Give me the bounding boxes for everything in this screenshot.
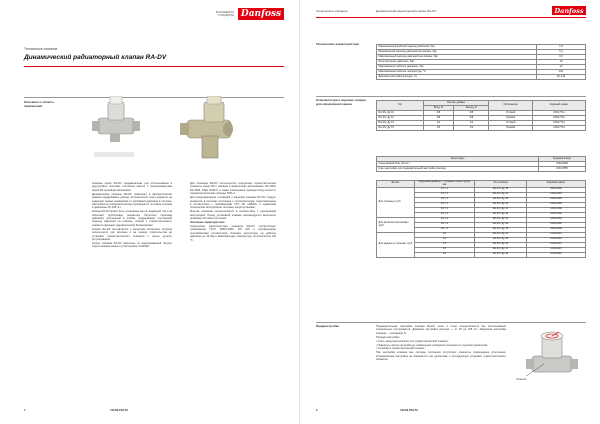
danfoss-logo [238,8,284,20]
paragraph: Для клапанов RA-DV используются следующие термостатические элементы серии RA с газовым и жидкостным заполнением: RA 2000, RA 2900, RAW, RAW-K, а также электронные приводы living connect и термоэлектрические приводы TWA-A. [190,182,276,196]
table-cell: Для стальных труб [377,187,415,217]
col-pipe-size: Наружный диаметр × толщина стенки трубы, мм [415,181,475,188]
table-cell: RA-DV, Ду 15 [475,247,527,252]
table-cell: RA-DV, Ду 10 [475,197,527,202]
col-inlet: Вход, R [423,106,454,111]
table-cell: Максимальное рабочее давление, бар [377,65,537,70]
table-cell: RA-DV, Ду 10 [475,187,527,192]
preset-rule [316,322,586,323]
table-cell: RA-DV, Ду 10 [377,111,424,116]
table-cell: 12 × 1 [415,187,475,192]
col-code: Кодовый номер [532,101,585,111]
table-cell: RA-DV, Ду 10 [475,192,527,197]
tagline-line-1: ENGINEERING [215,11,234,14]
table-cell: 12 × 2 [415,212,475,217]
table-cell: RA-DV, Ду 15 [377,121,424,126]
table-cell: 013G4184 [526,192,585,197]
table-cell: 1,5 [537,45,586,50]
table-cell: RA-DV, Ду 10 [475,212,527,217]
header-rule [316,17,586,18]
header-title: Динамический радиаторный клапан RA-DV [376,9,437,13]
table-cell: 3/8 [454,111,489,116]
table-cell: 16 × 1 [415,202,475,207]
table-cell: 14 [415,242,475,247]
table-cell: RA-DV, Ду 10 [475,237,527,242]
table-cell: 013G7714 [532,126,585,131]
table-cell: 013G4116 [526,252,585,257]
table-cell: Для металлопластиковых труб [377,217,415,232]
tagline-line-2: TOMORROW [218,14,234,18]
paragraph: Монтаж клапанов осуществляется в соответствии с прилагаемой инструкцией. Перед установкой клапана рекомендуется выполнить промывку системы отопления. [190,210,276,221]
table-cell: Диапазон настройки расхода, л/ч [377,75,537,80]
table-cell: 013G4182 [526,187,585,192]
title-rule [24,66,284,67]
valve-preset-illustration [526,332,578,376]
table-cell: RA-DV, Ду 15 [475,252,527,257]
list-item: • Снять защитный колпачок или термостатический элемент; [376,339,449,343]
table-cell: 3/8 [423,111,454,116]
description-column-2 [190,182,276,242]
table-cell: 013G7713 [532,121,585,126]
logo-text: Danfoss [554,6,584,15]
accessories-table [376,156,586,172]
table-cell: 013G4185 [526,197,585,202]
table-cell: 013G4188 [526,207,585,212]
table-cell: 10 [415,232,475,237]
table-cell: 013G4166 [526,222,585,227]
accessory-row [377,167,586,172]
description-column-1 [92,182,172,249]
table-cell: Угловой [489,111,532,116]
table-cell: 16 [537,60,586,65]
table-cell: 3/8 [454,116,489,121]
table-cell: RA-DV, Ду 10 [475,222,527,227]
valve-angle-illustration [180,96,233,158]
table-cell: 013G4110 [526,232,585,237]
table-cell: Испытательное давление, бар [377,60,537,65]
paragraph: Предварительная настройка клапана RA-DV легко и точно осуществляется без использования специальных инструментов. Диапазон настройки расхода — от 25 до 135 л/ч. Заводская настройка клапана — положение N. [376,325,506,335]
list-item: • Повернуть шкалу настройки до совмещения требуемого значения со стрелкой-указателем; [376,343,488,347]
table-cell: 18 × 1 [415,207,475,212]
col-accessory: Аксессуары [377,157,539,162]
subheading: Основные характеристики [190,220,225,224]
table-cell: 013G0290 [539,162,586,167]
side-heading: Описание и область применения [24,100,55,108]
fittings-header-row [377,181,586,188]
table-cell: Прямой [489,116,532,121]
table-cell: Угловой [489,121,532,126]
table-cell: RA-DV, Ду 10 [377,116,424,121]
specs-table [376,44,586,80]
table-cell: Максимальная рабочая температура, °C [377,70,537,75]
fittings-body [377,187,586,257]
section-label: Техническое описание [24,47,58,51]
table-cell: 3/8 [423,116,454,121]
table-cell: 013G7711 [532,111,585,116]
accessories-body [377,162,586,172]
table-cell: 1/2 [423,126,454,131]
table-cell: 013G4114 [526,242,585,247]
valve-photos [92,96,262,164]
preset-text [376,325,506,362]
paragraph: Для предотвращения отложений и коррозии клапаны RA-DV следует применять в системах отопления с теплоносителем, подготовленным в соответствии с требованиями СТО НП «АВОК» и правилами технической эксплуатации тепловых энергоустановок. [190,196,276,210]
table-cell: 16 [415,252,475,257]
table-cell: Минимальный перепад давлений на клапане, бар [377,50,537,55]
table-cell: 14 × 2 [415,217,475,222]
table-cell: RA-DV, Ду 10 [475,202,527,207]
table-cell: Максимальный перепад давлений на клапане, бар [377,55,537,60]
table-cell: 1/2 [423,121,454,126]
paragraph: Клапаны серии RA-DV предназначены для использования в двухтрубных системах отопления вместе с термоэлементами серии RA производства Danfoss. [92,182,172,192]
table-cell: 120 [537,70,586,75]
specs-body [377,45,586,80]
col-valve-type: Тип клапана [475,181,527,188]
table-cell: 1/2 [454,126,489,131]
col-outlet: Выход, R [454,106,489,111]
footer-doc-code: VD.D9.P02.50 [400,408,418,412]
table-cell: RA-DV, Ду 10 [475,232,527,237]
col-fitting: Фитинг [377,181,415,188]
preset-heading: Преднастройка [316,324,339,328]
table-cell: Ключ настройки для предварительной настройки расхода [377,167,539,172]
table-cell: 013G4115 [526,247,585,252]
footer-page-number-left: 1 [24,408,26,412]
diagram-label: Отметка [516,378,527,381]
paragraph: Клапан RA-DV поставляется с защитным колпачком, который используется при монтаже и на период строительства до установки термостатического элемента с целью ручного регулирования. [92,227,172,241]
table-cell: 14 × 1 [415,192,475,197]
table-cell: 013G7855 [539,167,586,172]
table-cell: 013G7712 [532,116,585,121]
table-cell: 15 [415,247,475,252]
paragraph: При настройке клапана вне системы отопления отсутствует опасность повреждения уплотнения. Установленная настройка не изменяется при демонтаже и последующей установке термостатического элемента. [376,351,506,362]
paragraph: Корпус клапана RA-DV выполнен из никелированной латуни. Седло клапана закрыто уплотнением из EPDM. [92,241,172,249]
spec-row [377,75,586,80]
order-heading: Номенклатура и кодовые номера для оформления заказа [316,98,366,106]
valve-straight-illustration [92,96,140,157]
danfoss-logo-small [552,6,586,15]
table-cell: 013G4186 [526,202,585,207]
table-cell: 1/2 [454,121,489,126]
paragraph: Технические характеристики клапанов RA-DV соответствуют требованиям ГОСТ 30815-2002, EN 215 и подтверждены сертификатами соответствия. Клапаны рассчитаны на рабочее давление до 10 бар и максимальную температуру теплоносителя 120 °C. [190,224,276,242]
paragraph: Клапан RA-DV может быть установлен как на подающий, так и на обратный трубопровод радиатора. Регулятор перепада давлений, встроенный в клапан, поддерживает постоянный перепад давлений на клапане, снимая с термостатического элемента функцию гидравлической балансировки. [92,210,172,227]
table-cell: 013G4168 [526,227,585,232]
table-cell: RA-DV, Ду 10 [475,217,527,222]
footer-doc-code: VD.D9.P02.50 [110,408,128,412]
table-cell: 013G4164 [526,217,585,222]
page-title: Динамический радиаторный клапан RA-DV [24,54,167,61]
table-cell: 25–135 [537,75,586,80]
table-cell: 18 × 2 [415,227,475,232]
valve-order-table [376,100,586,131]
table-cell: 10 [537,65,586,70]
right-page [300,0,600,424]
col-type: Тип [377,101,424,111]
table-cell: 16 × 2 [415,222,475,227]
table-cell: 0,1 [537,50,586,55]
paragraph: Порядок настройки: [376,335,400,339]
order-rule [316,96,586,97]
logo-text: Danfoss [240,9,282,19]
specs-heading: Технические характеристики [316,42,360,46]
header-section: Техническое описание [316,9,348,13]
table-cell: RA-DV, Ду 15 [475,207,527,212]
table-cell: 013G4162 [526,212,585,217]
col-fit-code: Кодовый номер [526,181,585,188]
col-version: Исполнение [489,101,532,111]
valves-body [377,111,586,131]
logo-tagline [192,11,234,17]
table-cell: 15 × 1 [415,197,475,202]
table-cell: RA-DV, Ду 10 [475,242,527,247]
preset-diagram [514,326,590,392]
fittings-table [376,180,586,258]
table-cell: Максимальный рабочий перепад давлений, бар [377,45,537,50]
col-thread: Резьба, дюймы [423,101,489,106]
table-cell: Для медных и стальных труб [377,232,415,257]
table-cell: RA-DV, Ду 15 [377,126,424,131]
list-item: • Установить термостатический элемент. [376,347,426,351]
table-cell: 12 [415,237,475,242]
valve-row [377,126,586,131]
table-cell: Сальниковый блок (10 шт.) [377,162,539,167]
col-acc-code: Кодовый номер [539,157,586,162]
table-cell: RA-DV, Ду 15 [475,227,527,232]
table-cell: 0,6 [537,55,586,60]
footer-page-number-right: 2 [316,408,318,412]
table-cell: 013G4112 [526,237,585,242]
paragraph: Динамические клапаны RA-DV позволяют в автоматическом режиме поддерживать расход теплоносителя через радиатор на заданном уровне независимо от колебаний давления в системе. Настройка на требуемый расход производится по шкале клапана в диапазоне 25–135 л/ч. [92,192,172,210]
table-cell: Прямой [489,126,532,131]
